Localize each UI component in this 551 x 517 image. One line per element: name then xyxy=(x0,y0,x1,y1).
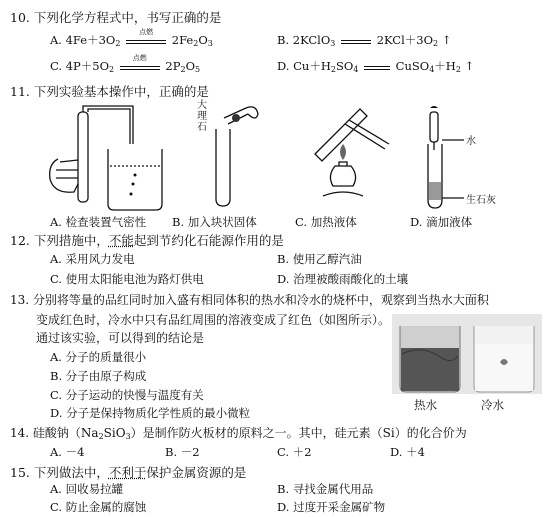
cold-water-label: 冷水 xyxy=(481,398,504,412)
q12-option-d: D. 治理被酸雨酸化的土壤 xyxy=(277,272,409,286)
q13-option-b: B. 分子由原子构成 xyxy=(50,369,147,383)
water-label: 水 xyxy=(466,136,476,147)
q15-stem: 15. 下列做法中，不利于保护金属资源的是 xyxy=(10,465,247,480)
reaction-condition-arrow: 点燃 xyxy=(126,36,166,46)
q14-stem: 14. 硅酸钠$(Na_2SiO_3)$是制作防火板材的原料之一。其中，硅元素（Si）的化合价为 xyxy=(10,426,467,441)
q13-option-d: D. 分子是保持物质化学性质的最小微粒 xyxy=(50,406,251,420)
q11-caption-a: A. 检查装置气密性 xyxy=(50,215,147,229)
add-solid-figure xyxy=(200,104,270,214)
q15-option-a: A. 回收易拉罐 xyxy=(50,482,124,496)
q14-option-d: D. ＋4 xyxy=(390,445,425,459)
q13-line2: 变成红色时，冷水中只有品红周围的溶液变成了红色（如图所示）。 xyxy=(36,313,391,327)
q12-stem: 12. 下列措施中，不能起到节约化石能源作用的是 xyxy=(10,233,284,248)
q15-option-c: C. 防止金属的腐蚀 xyxy=(50,500,147,514)
airtightness-check-figure xyxy=(38,104,168,212)
q13-line3: 通过该实验，可以得到的结论是 xyxy=(36,331,205,345)
reaction-condition-arrow: 点燃 xyxy=(120,62,160,72)
hot-water-label: 热水 xyxy=(414,398,437,412)
q14-option-a: A. －4 xyxy=(50,445,85,459)
equals-arrow xyxy=(341,36,371,46)
q12-option-a: A. 采用风力发电 xyxy=(50,252,135,266)
q10-option-c: C. $4P+5O_2$ 点燃 $2P_2O_5$ xyxy=(50,54,201,74)
q11-caption-d: D. 滴加液体 xyxy=(410,215,473,229)
q14-option-b: B. －2 xyxy=(165,445,200,459)
q13-option-c: C. 分子运动的快慢与温度有关 xyxy=(50,388,204,402)
lime-label: 生石灰 xyxy=(466,195,496,206)
equals-arrow xyxy=(364,62,390,72)
emphasis-not: 不能 xyxy=(108,233,134,248)
q11-caption-b: B. 加入块状固体 xyxy=(172,215,257,229)
q10-option-b: B. 2KClO$_3$ $2KCl+3O_2$ ↑ xyxy=(277,33,452,48)
beakers-photo xyxy=(392,314,542,394)
q10-option-d: D. $Cu+H_2SO_4$ $CuSO_4+H_2$ ↑ xyxy=(277,59,475,74)
heating-liquid-figure xyxy=(305,104,395,212)
q10-option-a: A. $4Fe+3O_2$ 点燃 $2Fe_2O_3$ xyxy=(50,28,213,48)
q12-option-b: B. 使用乙醇汽油 xyxy=(277,252,362,266)
q11-stem: 11. 下列实验基本操作中，正确的是 xyxy=(10,84,209,99)
emphasis-not-beneficial: 不利于 xyxy=(108,465,147,480)
q11-caption-c: C. 加热液体 xyxy=(295,215,357,229)
q13-option-a: A. 分子的质量很小 xyxy=(50,350,147,364)
q14-option-c: C. ＋2 xyxy=(277,445,312,459)
q15-option-b: B. 寻找金属代用品 xyxy=(277,482,374,496)
marble-label: 大理石 xyxy=(197,100,207,133)
q12-option-c: C. 使用太阳能电池为路灯供电 xyxy=(50,272,204,286)
q10-stem: 10. 下列化学方程式中，书写正确的是 xyxy=(10,10,222,25)
q13-line1: 13. 分别将等量的品红同时加入盛有相同体积的热水和冷水的烧杯中，观察到当热水大面积 xyxy=(10,293,489,307)
q15-option-d: D. 过度开采金属矿物 xyxy=(277,500,386,514)
